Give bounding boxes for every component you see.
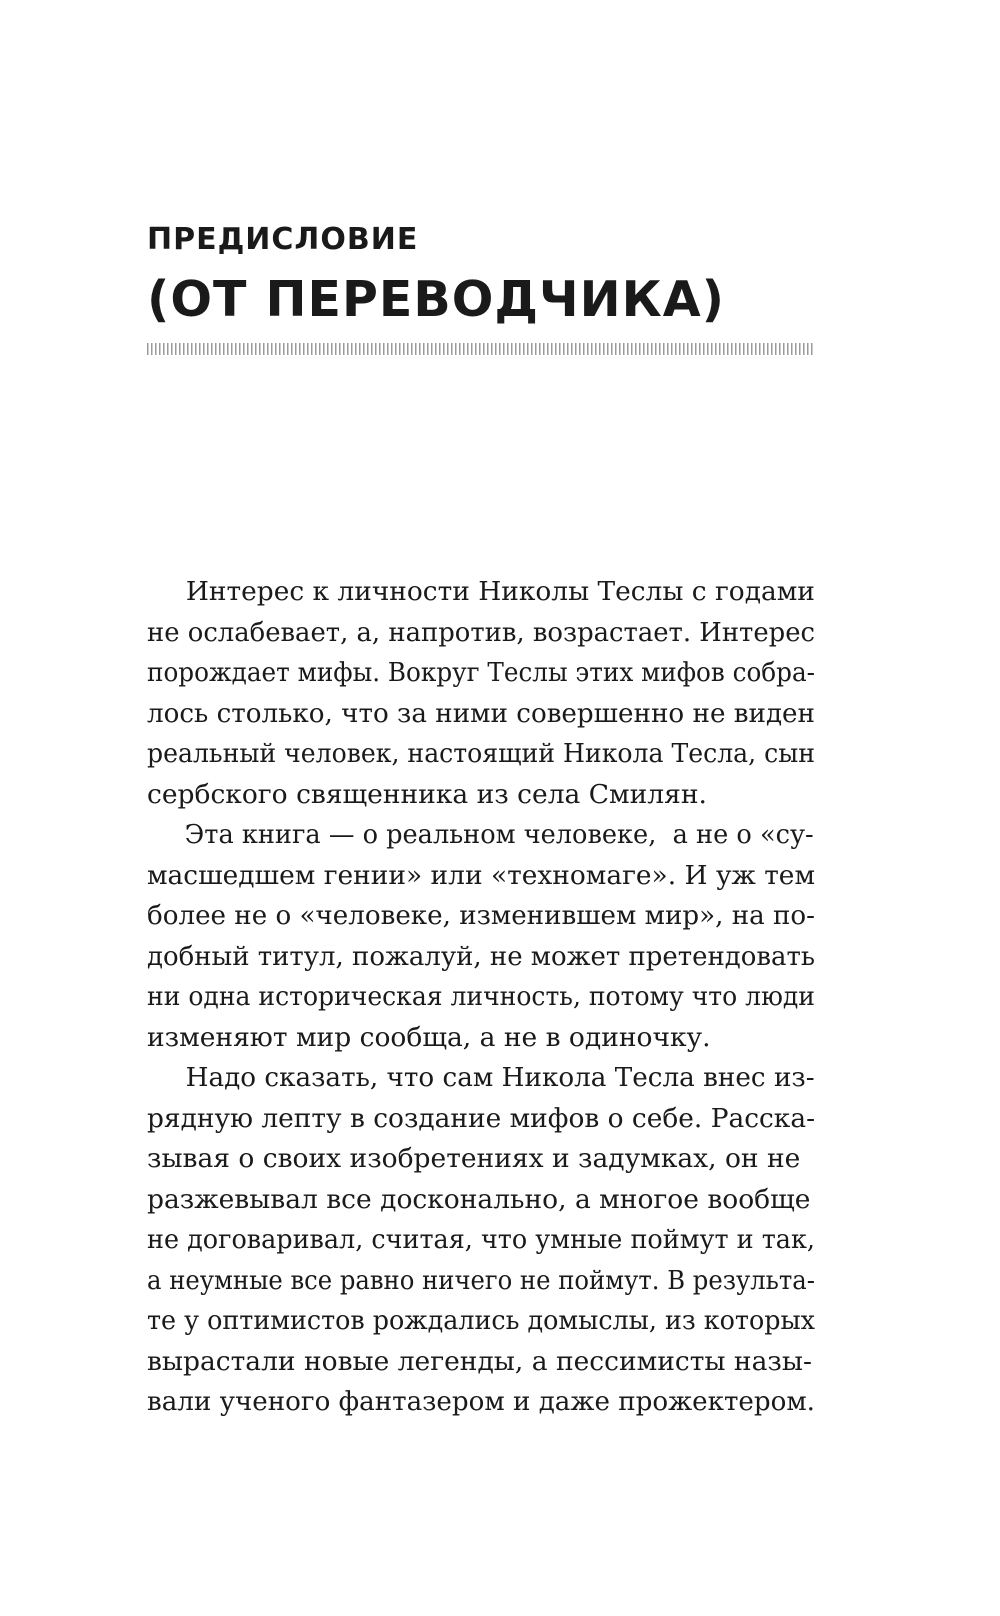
- text-line: те у оптимистов рождались домыслы, из которых: [147, 1305, 815, 1336]
- text-line: ни одна историческая личность, потому что люди: [147, 981, 815, 1012]
- text-line: реальный человек, настоящий Никола Тесла, сын: [147, 738, 815, 769]
- body-text: [147, 572, 815, 1423]
- text-line: более не о «человеке, изменившем мир», на по-: [147, 900, 815, 931]
- text-line: Интерес к личности Николы Теслы с годами: [185, 576, 815, 607]
- text-line: а неумные все равно ничего не поймут. В результа-: [147, 1264, 815, 1296]
- chapter-title: ПРЕДИСЛОВИЕ: [147, 222, 419, 257]
- text-line: не ослабевает, а, напротив, возрастает. Интерес: [147, 616, 815, 648]
- paragraph-1: [147, 572, 815, 815]
- text-line: не договаривал, считая, что умные поймут и так,: [147, 1224, 815, 1255]
- text-line: порождает мифы. Вокруг Теслы этих мифов собра-: [147, 657, 815, 688]
- chapter-subtitle: (ОТ ПЕРЕВОДЧИКА): [147, 271, 726, 328]
- text-line: изменяют мир сообща, а не в одиночку.: [147, 1021, 711, 1053]
- text-line: сербского священника из села Смилян.: [147, 778, 707, 810]
- text-line: Надо сказать, что сам Никола Тесла внес из-: [185, 1062, 815, 1093]
- text-line: лось столько, что за ними совершенно не виден: [147, 697, 815, 729]
- text-line: вырастали новые легенды, а пессимисты назы-: [147, 1345, 812, 1377]
- heading-divider: [147, 343, 815, 355]
- text-line: масшедшем гении» или «техномаге». И уж тем: [147, 859, 815, 891]
- text-line: зывая о своих изобретениях и задумках, он не: [147, 1143, 801, 1174]
- paragraph-2: [147, 815, 815, 1058]
- text-line: добный титул, пожалуй, не может претендовать: [147, 940, 815, 972]
- text-line: рядную лепту в создание мифов о себе. Расска-: [147, 1102, 815, 1134]
- text-line: вали ученого фантазером и даже прожектером.: [147, 1386, 815, 1417]
- text-line: разжевывал все досконально, а многое вообще: [147, 1183, 811, 1215]
- chapter-heading: [147, 222, 817, 328]
- paragraph-3: [147, 1058, 815, 1423]
- text-line: Эта книга — о реальном человеке, а не о «су-: [184, 819, 814, 850]
